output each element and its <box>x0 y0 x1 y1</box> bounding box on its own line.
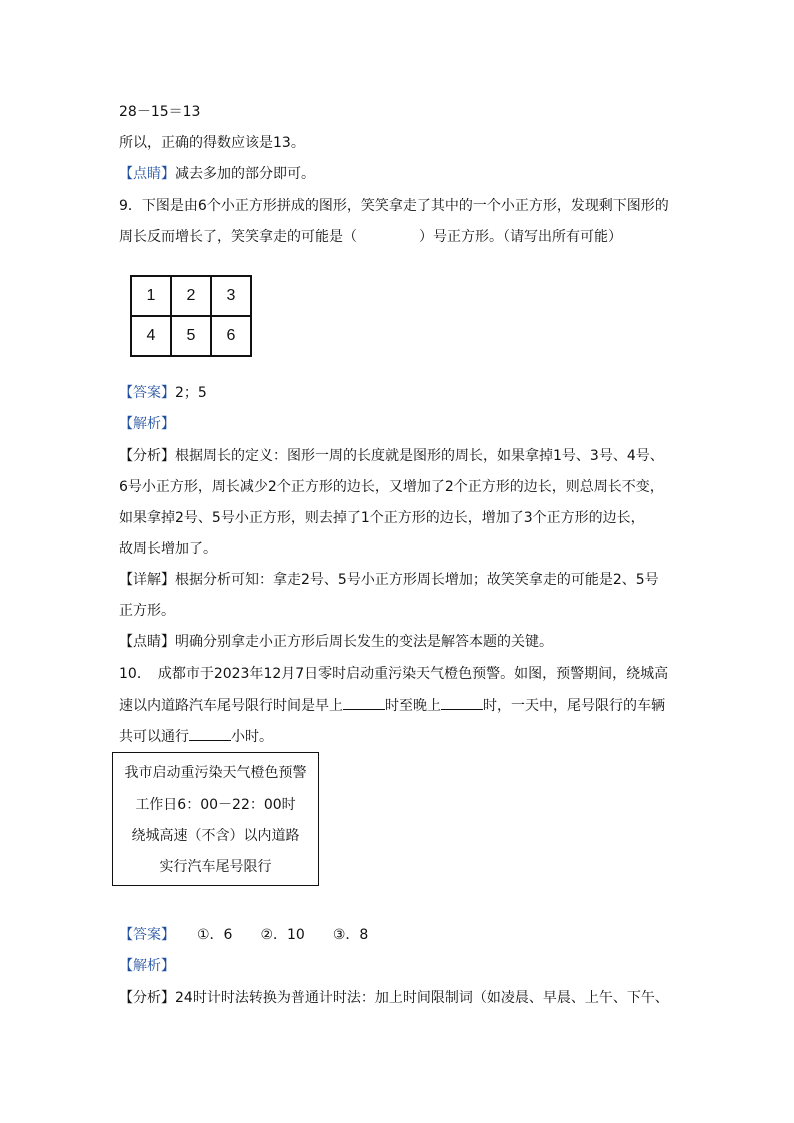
xiangjie-line-2: 正方形。 <box>119 603 175 619</box>
fill-blank-3 <box>189 726 231 741</box>
xiangjie-line-1 <box>119 570 659 590</box>
grid-cell-1: 1 <box>131 276 171 316</box>
fill-blank-1 <box>343 695 385 710</box>
notice-line-1: 我市启动重污染天气橙色预警 <box>124 765 307 781</box>
dianjing-line <box>119 164 315 184</box>
fenxi-text-1: 根据周长的定义：图形一周的长度就是图形的周长，如果拿掉1号、3号、4号、 <box>175 448 664 464</box>
dianjing-tag-2: 【点睛】 <box>119 634 175 650</box>
fenxi-line-4: 故周长增加了。 <box>119 541 217 557</box>
fill-blank-2 <box>441 695 483 710</box>
answer-text: 2；5 <box>175 385 207 401</box>
square-grid-figure <box>130 275 252 357</box>
notice-line-3: 绕城高速（不含）以内道路 <box>131 828 300 844</box>
answer-tag: 【答案】 <box>119 385 175 401</box>
equation-line: 28－15＝13 <box>119 104 201 120</box>
question-9-text-b: ）号正方形。（请写出所有可能） <box>419 229 622 245</box>
xiangjie-tag: 【详解】 <box>119 572 175 588</box>
fenxi-text-q10: 24时计时法转换为普通计时法：加上时间限制词（如凌晨、早晨、上午、下午、 <box>175 990 669 1006</box>
dianjing-line-2 <box>119 632 553 652</box>
answer-tag-2: 【答案】 <box>119 927 175 943</box>
question-10-line-1: 10． 成都市于2023年12月7日零时启动重污染天气橙色预警。如图，预警期间，绕城高 <box>119 666 669 682</box>
notice-box <box>112 752 319 886</box>
question-10-line-2 <box>119 695 665 716</box>
jiexi-heading-2: 【解析】 <box>119 958 175 974</box>
xiangjie-text-1: 根据分析可知：拿走2号、5号小正方形周长增加；故笑笑拿走的可能是2、5号 <box>175 572 659 588</box>
dianjing-tag: 【点睛】 <box>119 166 175 182</box>
jiexi-heading: 【解析】 <box>119 416 175 432</box>
q10-text-5: 小时。 <box>231 729 273 745</box>
question-9-line-2 <box>119 227 622 247</box>
grid-cell-5: 5 <box>171 316 211 356</box>
q10-text-2: 时至晚上 <box>385 698 441 714</box>
question-9-line-1: 9．下图是由6个小正方形拼成的图形，笑笑拿走了其中的一个小正方形，发现剩下图形的 <box>119 198 669 214</box>
notice-line-4: 实行汽车尾号限行 <box>159 859 272 875</box>
fenxi-line-q10 <box>119 988 669 1008</box>
fenxi-tag-2: 【分析】 <box>119 990 175 1006</box>
question-10-line-3 <box>119 726 273 747</box>
fenxi-line-3: 如果拿掉2号、5号小正方形，则去掉了1个正方形的边长，增加了3个正方形的边长， <box>119 510 645 526</box>
dianjing-text-2: 明确分别拿走小正方形后周长发生的变法是解答本题的关键。 <box>175 634 553 650</box>
fenxi-tag: 【分析】 <box>119 448 175 464</box>
q10-text-4: 共可以通行 <box>119 729 189 745</box>
q10-answer-line <box>119 925 368 945</box>
fenxi-line-1 <box>119 446 664 466</box>
dianjing-text: 减去多加的部分即可。 <box>175 166 315 182</box>
q10-text-1: 速以内道路汽车尾号限行时间是早上 <box>119 698 343 714</box>
notice-line-2: 工作日6：00－22：00时 <box>135 797 296 813</box>
conclusion-line: 所以，正确的得数应该是13。 <box>119 135 305 151</box>
answer-text-2: ①．6 ②．10 ③．8 <box>197 927 369 943</box>
question-9-text-a: 周长反而增长了，笑笑拿走的可能是（ <box>119 229 357 245</box>
q10-text-3: 时，一天中，尾号限行的车辆 <box>483 698 665 714</box>
grid-cell-2: 2 <box>171 276 211 316</box>
grid-cell-3: 3 <box>211 276 251 316</box>
grid-cell-4: 4 <box>131 316 171 356</box>
q9-answer-line <box>119 383 207 403</box>
grid-cell-6: 6 <box>211 316 251 356</box>
fenxi-line-2: 6号小正方形，周长减少2个正方形的边长，又增加了2个正方形的边长，则总周长不变， <box>119 479 664 495</box>
